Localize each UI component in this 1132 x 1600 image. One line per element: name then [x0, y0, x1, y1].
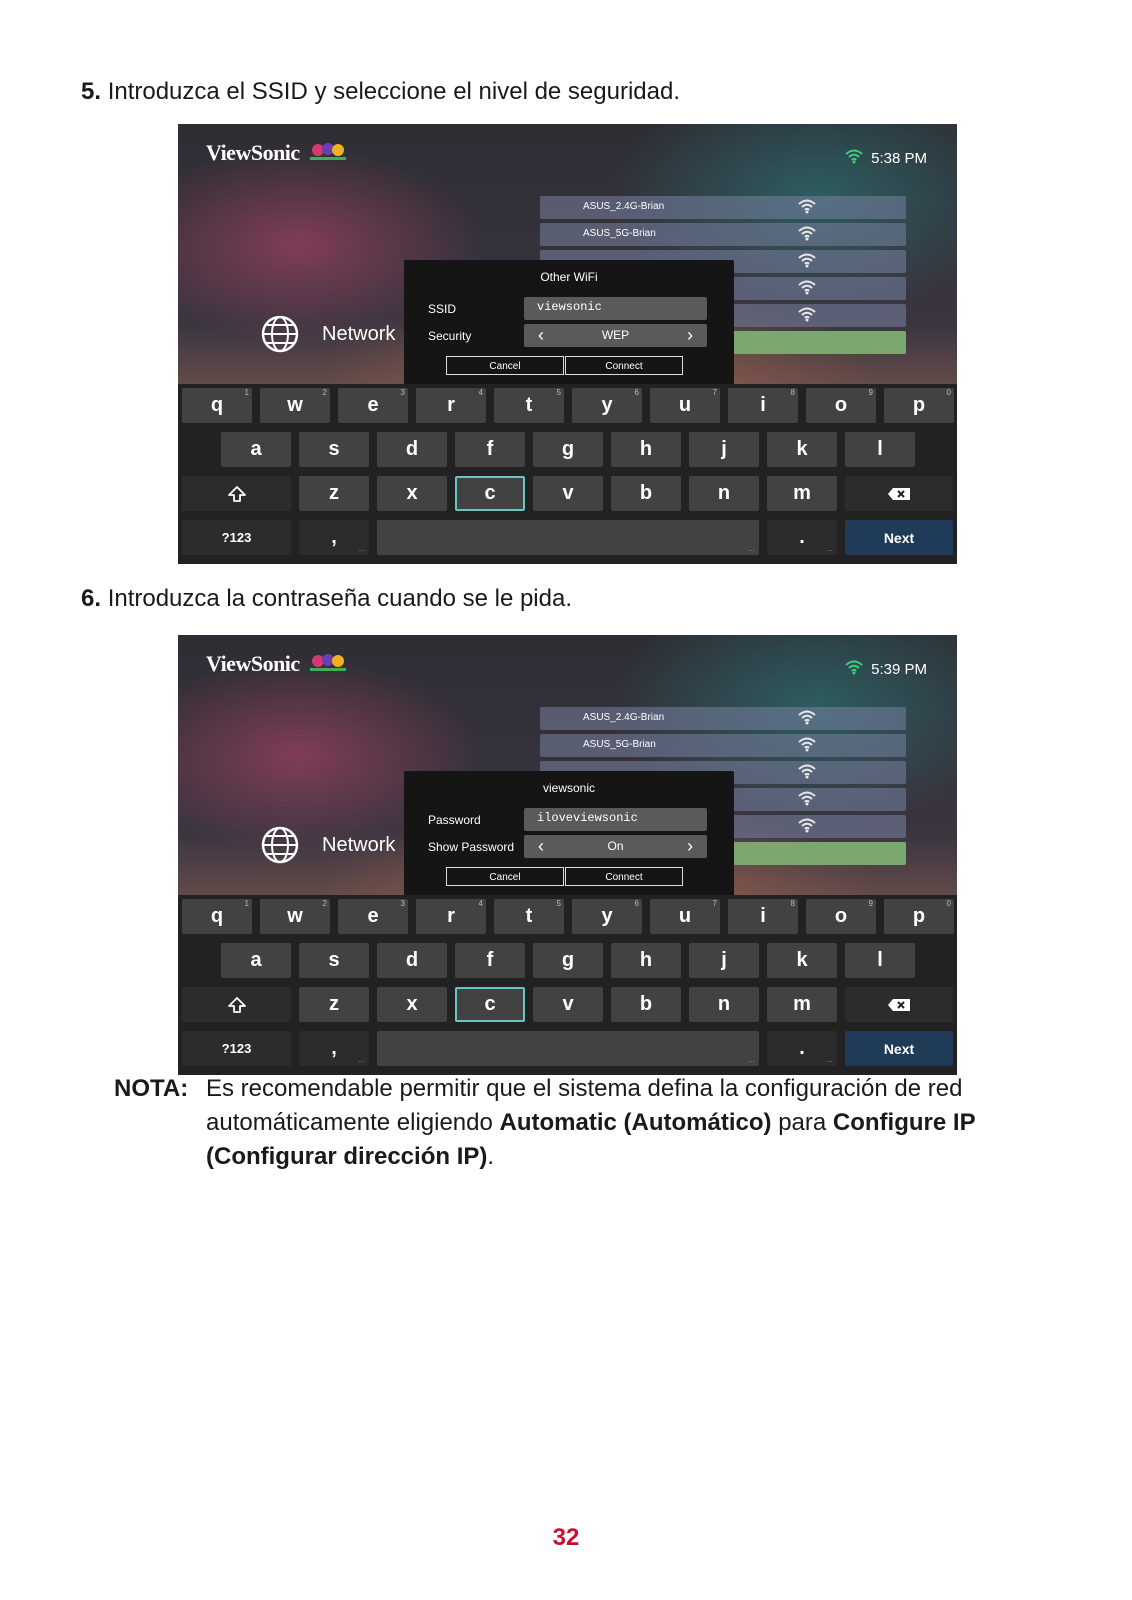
- next-key[interactable]: [845, 1031, 953, 1066]
- chevron-left-icon[interactable]: ‹: [538, 836, 544, 856]
- key-label: .: [799, 526, 805, 548]
- key-label: d: [405, 438, 419, 460]
- key-hint: 8: [790, 899, 795, 908]
- status-clock: [845, 659, 927, 679]
- key-e[interactable]: [338, 388, 408, 423]
- note-bold-configure-ip: Configure IP (Configurar dirección IP): [206, 1109, 976, 1170]
- key-label: u: [678, 394, 692, 416]
- key-label: k: [796, 949, 808, 971]
- key-d[interactable]: [377, 943, 447, 978]
- key-label: c: [484, 482, 496, 504]
- key-label: n: [717, 482, 731, 504]
- wifi-signal-icon: [798, 225, 816, 244]
- key-g[interactable]: [533, 943, 603, 978]
- key-hint: 0: [946, 388, 951, 397]
- key-label: y: [601, 905, 613, 927]
- period-key[interactable]: [767, 1031, 837, 1066]
- key-label: r: [447, 394, 455, 416]
- period-key[interactable]: [767, 520, 837, 555]
- key-v[interactable]: [533, 987, 603, 1022]
- key-hint: 4: [478, 388, 483, 397]
- key-j[interactable]: [689, 432, 759, 467]
- cancel-button[interactable]: Cancel: [446, 356, 564, 375]
- key-hint: 3: [400, 899, 405, 908]
- wifi-signal-icon: [798, 709, 816, 728]
- key-i[interactable]: [728, 899, 798, 934]
- key-hint: 2: [322, 388, 327, 397]
- shift-key[interactable]: [182, 987, 291, 1022]
- key-label: j: [721, 438, 727, 460]
- on-screen-keyboard: [178, 384, 957, 564]
- wifi-dialog: [404, 771, 734, 897]
- key-label: o: [834, 394, 848, 416]
- wifi-network-name: ASUS_2.4G-Brian: [583, 712, 665, 723]
- key-label: u: [678, 905, 692, 927]
- key-hint: 9: [868, 899, 873, 908]
- key-k[interactable]: [767, 432, 837, 467]
- key-label: ?123: [221, 1041, 252, 1056]
- page-number: 32: [552, 1524, 580, 1551]
- key-label: l: [877, 438, 883, 460]
- key-q[interactable]: [182, 388, 252, 423]
- key-p[interactable]: [884, 388, 954, 423]
- step-number: 5.: [81, 78, 102, 105]
- globe-icon: [260, 825, 300, 865]
- next-key[interactable]: [845, 520, 953, 555]
- wifi-signal-icon: [798, 736, 816, 755]
- wifi-status-icon: [845, 148, 863, 168]
- key-u[interactable]: [650, 899, 720, 934]
- chevron-right-icon[interactable]: ›: [687, 325, 693, 345]
- comma-key[interactable]: [299, 520, 369, 555]
- key-n[interactable]: [689, 987, 759, 1022]
- key-label: b: [639, 482, 653, 504]
- key-label: l: [877, 949, 883, 971]
- key-label: p: [912, 905, 926, 927]
- network-label: Network: [322, 322, 396, 345]
- note-bold-automatic: Automatic (Automático): [499, 1109, 772, 1136]
- key-label: g: [561, 949, 575, 971]
- key-t[interactable]: [494, 388, 564, 423]
- key-hint: 7: [712, 388, 717, 397]
- key-label: w: [287, 905, 303, 927]
- wifi-signal-icon: [798, 198, 816, 217]
- key-label: s: [328, 949, 340, 971]
- time-text: 5:38 PM: [871, 149, 927, 167]
- key-label: r: [447, 905, 455, 927]
- key-l[interactable]: [845, 432, 915, 467]
- key-label: d: [405, 949, 419, 971]
- key-label: y: [601, 394, 613, 416]
- connect-button[interactable]: Connect: [565, 356, 683, 375]
- key-y[interactable]: [572, 899, 642, 934]
- viewsonic-logo: ViewSonic: [206, 651, 300, 676]
- text-input-field[interactable]: [524, 808, 707, 831]
- key-label: o: [834, 905, 848, 927]
- wifi-network-name: ASUS_5G-Brian: [583, 739, 656, 750]
- key-hint: 1: [244, 388, 249, 397]
- status-clock: [845, 148, 927, 168]
- key-label: n: [717, 993, 731, 1015]
- key-hint: 2: [322, 899, 327, 908]
- network-section: [260, 825, 395, 865]
- key-label: h: [639, 438, 653, 460]
- key-h[interactable]: [611, 943, 681, 978]
- key-w[interactable]: [260, 388, 330, 423]
- key-hint: 6: [634, 388, 639, 397]
- wifi-network-name: ASUS_5G-Brian: [583, 228, 656, 239]
- key-label: q: [210, 394, 224, 416]
- more-icon: …: [826, 1057, 833, 1064]
- chevron-left-icon[interactable]: ‹: [538, 325, 544, 345]
- key-label: z: [329, 482, 339, 504]
- wifi-status-icon: [845, 659, 863, 679]
- wifi-network-item[interactable]: [540, 196, 906, 219]
- step-number: 6.: [81, 585, 102, 612]
- key-label: k: [796, 438, 808, 460]
- key-label: v: [562, 482, 574, 504]
- key-r[interactable]: [416, 899, 486, 934]
- key-label: s: [328, 438, 340, 460]
- key-label: q: [210, 905, 224, 927]
- key-label: j: [721, 949, 727, 971]
- key-c[interactable]: [455, 476, 525, 511]
- option-selector[interactable]: [524, 324, 707, 347]
- more-icon: …: [748, 546, 755, 553]
- key-label: c: [484, 993, 496, 1015]
- note-text-part: para: [771, 1109, 833, 1136]
- key-label: a: [250, 949, 262, 971]
- option-selector[interactable]: [524, 835, 707, 858]
- dialog-title: viewsonic: [542, 781, 596, 795]
- key-m[interactable]: [767, 476, 837, 511]
- screenshot-password: [178, 635, 957, 1075]
- key-label: x: [406, 993, 418, 1015]
- key-q[interactable]: [182, 899, 252, 934]
- key-t[interactable]: [494, 899, 564, 934]
- note-block: [114, 1072, 1034, 1174]
- key-label: t: [525, 905, 533, 927]
- shift-key[interactable]: [182, 476, 291, 511]
- globe-icon: [260, 314, 300, 354]
- birds-logo-icon: [310, 140, 346, 162]
- key-hint: 5: [556, 388, 561, 397]
- key-z[interactable]: [299, 476, 369, 511]
- key-x[interactable]: [377, 987, 447, 1022]
- text-input-field[interactable]: [524, 297, 707, 320]
- key-v[interactable]: [533, 476, 603, 511]
- key-x[interactable]: [377, 476, 447, 511]
- note-text: [206, 1072, 1034, 1174]
- select-label: Show Password: [428, 840, 515, 854]
- symbols-key[interactable]: [182, 1031, 291, 1066]
- key-d[interactable]: [377, 432, 447, 467]
- key-s[interactable]: [299, 943, 369, 978]
- more-icon: …: [358, 546, 365, 553]
- more-icon: …: [748, 1057, 755, 1064]
- screenshot-other-wifi: [178, 124, 957, 564]
- key-label: b: [639, 993, 653, 1015]
- key-u[interactable]: [650, 388, 720, 423]
- key-label: h: [639, 949, 653, 971]
- key-label: ?123: [221, 530, 252, 545]
- on-screen-keyboard: [178, 895, 957, 1075]
- key-i[interactable]: [728, 388, 798, 423]
- key-e[interactable]: [338, 899, 408, 934]
- key-k[interactable]: [767, 943, 837, 978]
- backspace-icon: [887, 487, 911, 501]
- key-label: Next: [883, 529, 915, 546]
- key-hint: 3: [400, 388, 405, 397]
- shift-icon: [228, 486, 246, 502]
- network-label: Network: [322, 833, 396, 856]
- key-b[interactable]: [611, 987, 681, 1022]
- key-m[interactable]: [767, 987, 837, 1022]
- connect-button[interactable]: Connect: [565, 867, 683, 886]
- key-label: g: [561, 438, 575, 460]
- key-s[interactable]: [299, 432, 369, 467]
- backspace-key[interactable]: [845, 987, 953, 1022]
- wifi-signal-icon: [798, 306, 816, 325]
- key-hint: 8: [790, 388, 795, 397]
- key-label: ,: [331, 1037, 337, 1059]
- wifi-signal-icon: [798, 790, 816, 809]
- wifi-network-item[interactable]: [540, 707, 906, 730]
- key-label: f: [486, 949, 494, 971]
- cancel-button[interactable]: Cancel: [446, 867, 564, 886]
- shift-icon: [228, 997, 246, 1013]
- key-hint: 5: [556, 899, 561, 908]
- time-text: 5:39 PM: [871, 660, 927, 678]
- key-label: z: [329, 993, 339, 1015]
- key-p[interactable]: [884, 899, 954, 934]
- key-label: p: [912, 394, 926, 416]
- wifi-dialog: [404, 260, 734, 386]
- step-text: Introduzca el SSID y seleccione el nivel de seguridad.: [107, 78, 681, 105]
- key-label: e: [367, 905, 379, 927]
- select-label: Security: [428, 329, 472, 343]
- key-hint: 7: [712, 899, 717, 908]
- wifi-signal-icon: [798, 279, 816, 298]
- key-a[interactable]: [221, 432, 291, 467]
- field-label: Password: [428, 813, 481, 827]
- key-y[interactable]: [572, 388, 642, 423]
- key-label: w: [287, 394, 303, 416]
- key-n[interactable]: [689, 476, 759, 511]
- key-l[interactable]: [845, 943, 915, 978]
- key-label: m: [793, 993, 811, 1015]
- key-g[interactable]: [533, 432, 603, 467]
- key-label: x: [406, 482, 418, 504]
- key-label: t: [525, 394, 533, 416]
- key-w[interactable]: [260, 899, 330, 934]
- note-text-part: Es recomendable permitir que el sistema defina la configuración de red automáticamente eligiendo: [206, 1075, 963, 1136]
- key-label: e: [367, 394, 379, 416]
- field-label: SSID: [428, 302, 457, 316]
- note-text-part: .: [487, 1143, 495, 1170]
- key-label: f: [486, 438, 494, 460]
- comma-key[interactable]: [299, 1031, 369, 1066]
- step-text: Introduzca la contraseña cuando se le pida.: [107, 585, 572, 612]
- wifi-network-name: ASUS_2.4G-Brian: [583, 201, 665, 212]
- viewsonic-logo: ViewSonic: [206, 140, 300, 165]
- key-label: i: [760, 905, 766, 927]
- field-value: iloveviewsonic: [537, 811, 638, 825]
- chevron-right-icon[interactable]: ›: [687, 836, 693, 856]
- key-b[interactable]: [611, 476, 681, 511]
- key-j[interactable]: [689, 943, 759, 978]
- wifi-signal-icon: [798, 817, 816, 836]
- backspace-icon: [887, 998, 911, 1012]
- symbols-key[interactable]: [182, 520, 291, 555]
- field-value: viewsonic: [537, 300, 602, 314]
- key-hint: 0: [946, 899, 951, 908]
- key-label: a: [250, 438, 262, 460]
- wifi-network-item[interactable]: [540, 734, 906, 757]
- key-label: .: [799, 1037, 805, 1059]
- key-z[interactable]: [299, 987, 369, 1022]
- key-c[interactable]: [455, 987, 525, 1022]
- more-icon: …: [826, 546, 833, 553]
- network-section: [260, 314, 395, 354]
- note-label: NOTA:: [114, 1075, 189, 1102]
- space-key[interactable]: [377, 520, 759, 555]
- dialog-title: Other WiFi: [540, 270, 598, 284]
- backspace-key[interactable]: [845, 476, 953, 511]
- key-a[interactable]: [221, 943, 291, 978]
- wifi-signal-icon: [798, 252, 816, 271]
- selector-value: On: [607, 839, 624, 853]
- key-o[interactable]: [806, 388, 876, 423]
- key-hint: 1: [244, 899, 249, 908]
- key-label: ,: [331, 526, 337, 548]
- key-label: m: [793, 482, 811, 504]
- key-h[interactable]: [611, 432, 681, 467]
- key-label: Next: [883, 1040, 915, 1057]
- selector-value: WEP: [601, 328, 630, 342]
- step-5-instruction: [81, 78, 680, 106]
- key-hint: 6: [634, 899, 639, 908]
- wifi-signal-icon: [798, 763, 816, 782]
- more-icon: …: [358, 1057, 365, 1064]
- key-f[interactable]: [455, 432, 525, 467]
- key-o[interactable]: [806, 899, 876, 934]
- key-r[interactable]: [416, 388, 486, 423]
- birds-logo-icon: [310, 651, 346, 673]
- step-6-instruction: [81, 585, 572, 613]
- key-hint: 9: [868, 388, 873, 397]
- space-key[interactable]: [377, 1031, 759, 1066]
- key-label: i: [760, 394, 766, 416]
- wifi-network-item[interactable]: [540, 223, 906, 246]
- key-hint: 4: [478, 899, 483, 908]
- key-label: v: [562, 993, 574, 1015]
- key-f[interactable]: [455, 943, 525, 978]
